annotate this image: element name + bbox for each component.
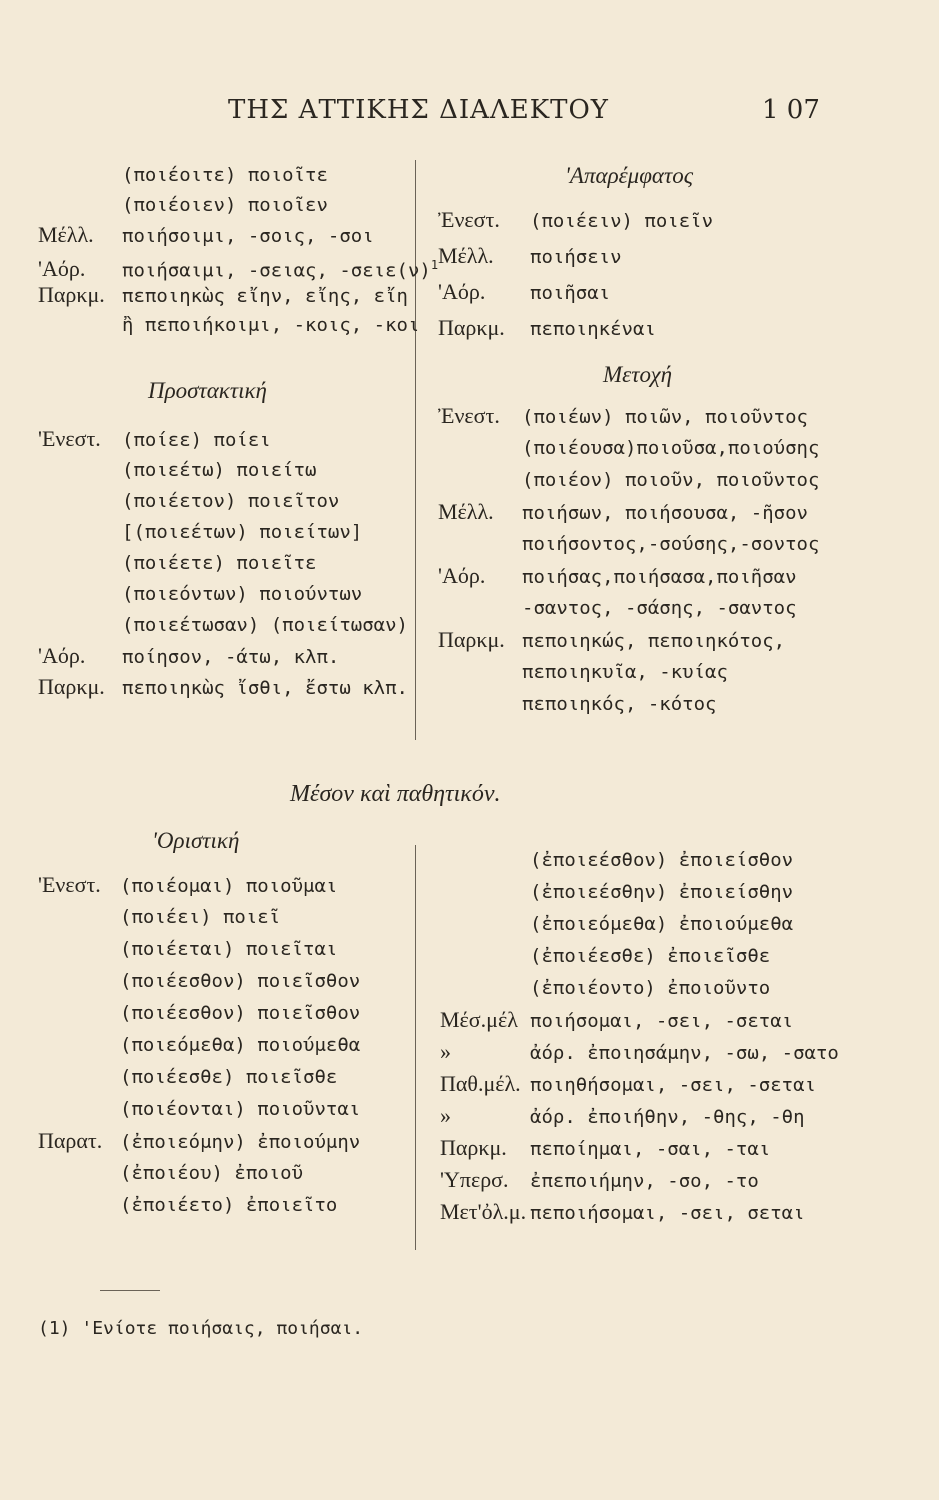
form-row (438, 316, 656, 341)
form-text: (ποιέοιτε) ποιοῖτε (122, 164, 328, 186)
column-rule-top (415, 160, 416, 740)
form-row (438, 628, 785, 653)
form-text: (ποιέουσα)ποιοῦσα,ποιούσης (522, 437, 820, 459)
form-text: (ποιέει) ποιεῖ (120, 906, 281, 928)
form-row (440, 1072, 816, 1097)
form-text: (ἐποιέεσθε) ἐποιεῖσθε (530, 945, 771, 967)
form-row (438, 692, 716, 716)
form-text: (ποιέεται) ποιεῖται (120, 938, 338, 960)
form-row (38, 1097, 360, 1121)
form-text: (ἐποιέετο) ἐποιεῖτο (120, 1194, 338, 1216)
form-text: πεποιηκέναι (530, 318, 656, 340)
form-row (38, 1001, 360, 1025)
form-row (38, 1065, 337, 1089)
form-row (38, 905, 280, 929)
form-row (38, 1129, 360, 1154)
form-text: ποίησον, -άτω, κλπ. (122, 646, 340, 668)
form-text: (ποιέετον) ποιεῖτον (122, 490, 340, 512)
tense-label: 'Υπερσ. (440, 1167, 509, 1192)
form-text: ποιήσοντος,-σούσης,-σοντος (522, 533, 820, 555)
running-head-title: ΤΗΣ ΑΤΤΙΚΗΣ ΔΙΑΛΕΚΤΟΥ (228, 95, 609, 125)
form-text: ποιῆσαι (530, 282, 611, 304)
footnote-mark: (1) (38, 1318, 71, 1339)
tense-label: Μέλλ. (438, 499, 494, 524)
form-text: ποιήσειν (530, 246, 622, 268)
form-row (438, 404, 808, 429)
form-text: ποιήσοιμι, -σοις, -σοι (122, 225, 374, 247)
form-text: πεποιηκυῖα, -κυίας (522, 661, 728, 683)
tense-label: » (440, 1039, 451, 1064)
form-row (38, 427, 271, 452)
form-row (438, 564, 797, 589)
form-row (38, 613, 408, 637)
form-text: (ποιέοιεν) ποιοῖεν (122, 194, 328, 216)
tense-label: Ἐνεστ. (438, 403, 500, 428)
form-row (438, 280, 610, 305)
form-row (38, 313, 419, 337)
heading-participle: Μετοχή (603, 362, 673, 387)
form-row (38, 1193, 337, 1217)
form-text: -σαντος, -σάσης, -σαντος (522, 597, 797, 619)
form-text: (ποιέων) ποιῶν, ποιοῦντος (522, 406, 808, 428)
form-row (38, 644, 339, 669)
form-row (440, 1136, 770, 1161)
form-row (440, 1104, 805, 1129)
form-text: (ἐποιεόμην) ἐποιούμην (120, 1131, 361, 1153)
form-row (440, 880, 793, 904)
form-text: ἢ πεποιήκοιμι, -κοις, -κοι (122, 314, 420, 336)
form-row (38, 675, 408, 700)
footnote-text: 'Ενίοτε ποιήσαις, ποιήσαι. (81, 1318, 364, 1339)
tense-label: Μέλλ. (38, 222, 94, 247)
form-text: (ἐποιέου) ἐποιοῦ (120, 1162, 304, 1184)
form-row (38, 193, 328, 217)
section-heading: Μέσον καὶ παθητικόν. (290, 781, 501, 807)
form-text: πεποίημαι, -σαι, -ται (530, 1138, 771, 1160)
tense-label: Παρκμ. (38, 674, 105, 699)
form-text: (ποίεε) ποίει (122, 429, 271, 451)
tense-label: 'Αόρ. (38, 256, 86, 282)
tense-label: Παρατ. (38, 1128, 103, 1153)
form-row (438, 532, 819, 556)
form-text: (ποιεόμεθα) ποιούμεθα (120, 1034, 361, 1056)
form-row (38, 520, 362, 544)
form-row (440, 912, 793, 936)
form-row (438, 208, 713, 233)
form-text: (ἐποιεόμεθα) ἐποιούμεθα (530, 913, 794, 935)
form-row (438, 500, 808, 525)
tense-label: Παρκμ. (438, 627, 505, 652)
form-row (38, 458, 316, 482)
form-row (38, 253, 438, 282)
form-text: ἀόρ. ἐποιησάμην, -σω, -σατο (530, 1042, 839, 1064)
tense-label: » (440, 1103, 451, 1128)
footnote-ref: 1 (430, 258, 439, 272)
tense-label: Ἐνεστ. (438, 207, 500, 232)
heading-indicative: 'Οριστική (152, 828, 240, 853)
form-row (38, 1033, 360, 1057)
heading-imperative: Προστακτική (148, 378, 267, 403)
tense-label: 'Ενεστ. (38, 426, 101, 451)
form-text: (ποιέεσθον) ποιεῖσθον (120, 970, 361, 992)
form-row (438, 468, 819, 492)
form-text: (ποιεέτω) ποιείτω (122, 459, 317, 481)
form-text: ἀόρ. ἐποιήθην, -θης, -θη (530, 1106, 805, 1128)
tense-label: Παρκμ. (38, 282, 105, 307)
tense-label: Παρκμ. (440, 1135, 507, 1160)
form-row (438, 436, 819, 460)
tense-label: Μέλλ. (438, 243, 494, 268)
form-text: πεποιηκὼς ἴσθι, ἔστω κλπ. (122, 677, 408, 699)
tense-label: 'Αόρ. (38, 643, 86, 668)
form-text: ποιήσαιμι, -σειας, -σειε(ν) (122, 259, 431, 282)
footnote-rule (100, 1290, 160, 1291)
heading-infinitive: 'Απαρέμφατος (565, 163, 694, 188)
form-text: πεποιηκός, -κότος (522, 693, 717, 715)
form-row (38, 223, 374, 248)
form-row (440, 1008, 793, 1033)
form-text: (ἐποιέοντο) ἐποιοῦντο (530, 977, 771, 999)
tense-label: Μετ'ὀλ.μ. (440, 1199, 527, 1224)
form-text: (ποιεόντων) ποιούντων (122, 583, 363, 605)
form-text: (ποιέομαι) ποιοῦμαι (120, 875, 338, 897)
form-row (440, 1200, 805, 1225)
form-row (438, 244, 622, 269)
form-row (438, 596, 797, 620)
form-row (440, 944, 770, 968)
tense-label: Παθ.μέλ. (440, 1071, 521, 1096)
page-number: 1 07 (762, 95, 820, 125)
form-row (38, 551, 316, 575)
footnote (38, 1318, 363, 1339)
form-text: [(ποιεέτων) ποιείτων] (122, 521, 363, 543)
form-row (38, 873, 337, 898)
form-row (438, 660, 728, 684)
tense-label: Μέσ.μέλ (440, 1007, 518, 1032)
form-row (440, 976, 770, 1000)
form-row (440, 1168, 759, 1193)
form-text: πεποιηκὼς εἴην, εἴης, εἴη (122, 285, 408, 307)
form-text: πεποιήσομαι, -σει, σεται (530, 1202, 805, 1224)
form-text: (ἐποιεέσθην) ἐποιείσθην (530, 881, 794, 903)
form-text: πεποιηκώς, πεποιηκότος, (522, 630, 786, 652)
column-rule-bottom (415, 845, 416, 1250)
form-text: ποιηθήσομαι, -σει, -σεται (530, 1074, 816, 1096)
form-text: (ποιεέτωσαν) (ποιείτωσαν) (122, 614, 408, 636)
form-text: (ἐποιεέσθον) ἐποιείσθον (530, 849, 794, 871)
form-text: (ποιέον) ποιοῦν, ποιοῦντος (522, 469, 820, 491)
form-text: (ποιέεσθε) ποιεῖσθε (120, 1066, 338, 1088)
form-text: ἐπεποιήμην, -σο, -το (530, 1170, 759, 1192)
tense-label: 'Ενεστ. (38, 872, 101, 897)
running-head (0, 95, 939, 135)
form-text: ποιήσας,ποιήσασα,ποιῆσαν (522, 566, 797, 588)
form-text: (ποιέεσθον) ποιεῖσθον (120, 1002, 361, 1024)
tense-label: 'Αόρ. (438, 279, 486, 304)
form-row (38, 582, 362, 606)
form-text: ποιήσομαι, -σει, -σεται (530, 1010, 794, 1032)
form-row (38, 283, 408, 308)
form-row (38, 1161, 303, 1185)
tense-label: Παρκμ. (438, 315, 505, 340)
form-text: (ποιέειν) ποιεῖν (530, 210, 714, 232)
form-row (440, 848, 793, 872)
form-text: (ποιέετε) ποιεῖτε (122, 552, 317, 574)
form-row (38, 969, 360, 993)
form-row (38, 937, 337, 961)
form-text: ποιήσων, ποιήσουσα, -ῆσον (522, 502, 808, 524)
form-row (440, 1040, 839, 1065)
tense-label: 'Αόρ. (438, 563, 486, 588)
form-row (38, 489, 339, 513)
form-text: (ποιέονται) ποιοῦνται (120, 1098, 361, 1120)
form-row (38, 163, 328, 187)
